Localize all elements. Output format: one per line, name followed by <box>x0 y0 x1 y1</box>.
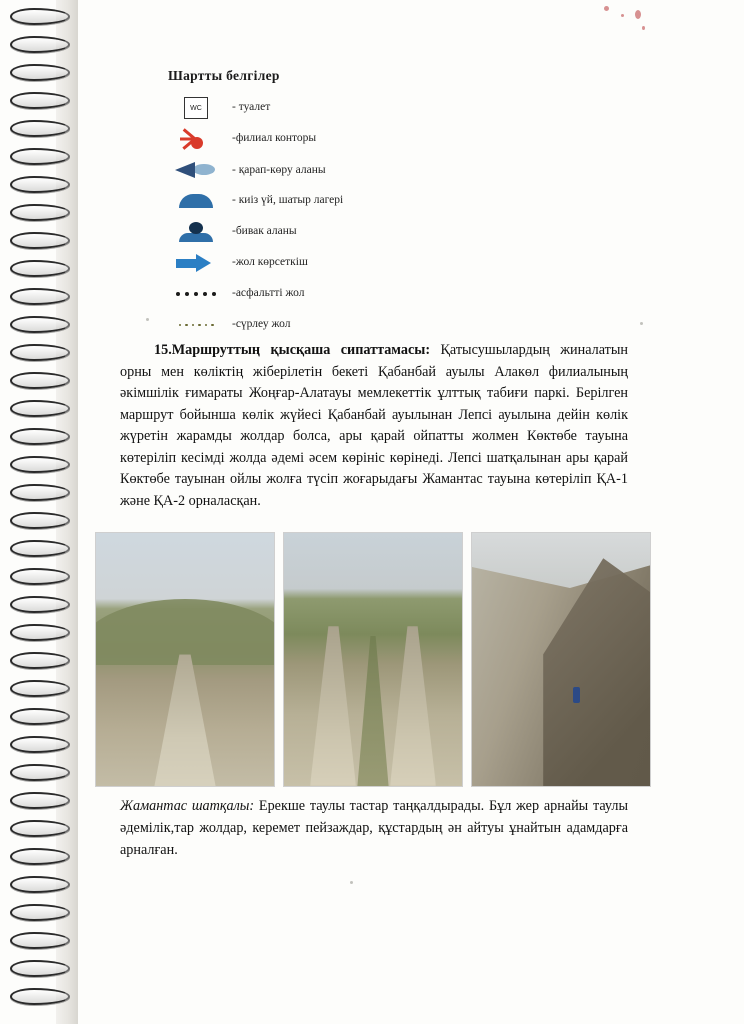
legend-item-road-sign <box>168 249 548 277</box>
legend-block <box>168 68 548 342</box>
legend-item-label: - қарап-көру аланы <box>232 163 326 176</box>
spiral-binding <box>0 0 78 1024</box>
route-description-block <box>120 340 628 513</box>
dirt-road-icon <box>168 312 224 338</box>
asphalt-road-icon <box>168 281 224 307</box>
viewpoint-icon <box>168 157 224 183</box>
legend-item-label: - туалет <box>232 101 271 114</box>
legend-item-label: -асфальтті жол <box>232 287 305 300</box>
legend-item-label: -жол көрсеткіш <box>232 256 308 269</box>
road-sign-arrow-icon <box>168 250 224 276</box>
legend-item-bivouac <box>168 218 548 246</box>
caption-lead: Жамантас шатқалы: <box>120 798 255 814</box>
legend-item-viewpoint <box>168 156 548 184</box>
caption-rest: Ерекше таулы тастар таңқалдырады. Бұл жер арнайы таулы әдемілік,тар жолдар, керемет пейзаждар, құстардың ән айтуы ұнайтын адамдарға арналған. <box>120 798 629 858</box>
legend-item-label: -бивак аланы <box>232 225 297 238</box>
photo-rocky-slope-right <box>471 532 651 787</box>
picnic-area-icon <box>168 219 224 245</box>
photo-mountain-road-left <box>95 532 275 787</box>
legend-item-toilet <box>168 94 548 122</box>
branch-office-icon <box>168 126 224 152</box>
legend-item-label: - киіз үй, шатыр лагері <box>232 194 344 207</box>
photo-strip <box>95 532 651 785</box>
photo-caption <box>120 795 628 861</box>
photo-mountain-road-center <box>283 532 463 787</box>
legend-item-branch-office <box>168 125 548 153</box>
section-paragraph: Қатысушылардың жиналатын орны мен көліктің жіберілетін бекеті Қабанбай ауылы Алакөл филиалының әкімшілік ғимараты Жоңғар-Алатауы мемлекеттік ұлттық табиғи паркі. Берілген маршрут бойынша көлік жүйесі Қабанбай ауылынан Лепсі ауылына дейін көлік жүретін жарамды жолдар болса, ары қарай ойпатты жолмен Көктөбе тауына көтеріліп кесімді жолда әдемі әсем көрініс көрінеді. Лепсі шатқалынан ары қарай Көктөбе тауынан ойлы жолға түсіп жоғарыдағы Жамантас тауына көтеріліп ҚА-1 және ҚА-2 орналасқан. <box>120 342 628 510</box>
legend-item-label: -филиал конторы <box>232 132 317 145</box>
legend-item-dirt-road <box>168 311 548 339</box>
legend-item-asphalt-road <box>168 280 548 308</box>
legend-title: Шартты белгілер <box>168 68 280 83</box>
wc-toilet-icon-box: WC <box>184 97 208 119</box>
section-heading: 15.Маршруттың қысқаша сипаттамасы: <box>154 342 431 358</box>
wc-toilet-icon <box>168 95 224 121</box>
yurt-tent-camp-icon <box>168 188 224 214</box>
legend-item-label: -сүрлеу жол <box>232 318 291 331</box>
legend-item-yurt-camp <box>168 187 548 215</box>
